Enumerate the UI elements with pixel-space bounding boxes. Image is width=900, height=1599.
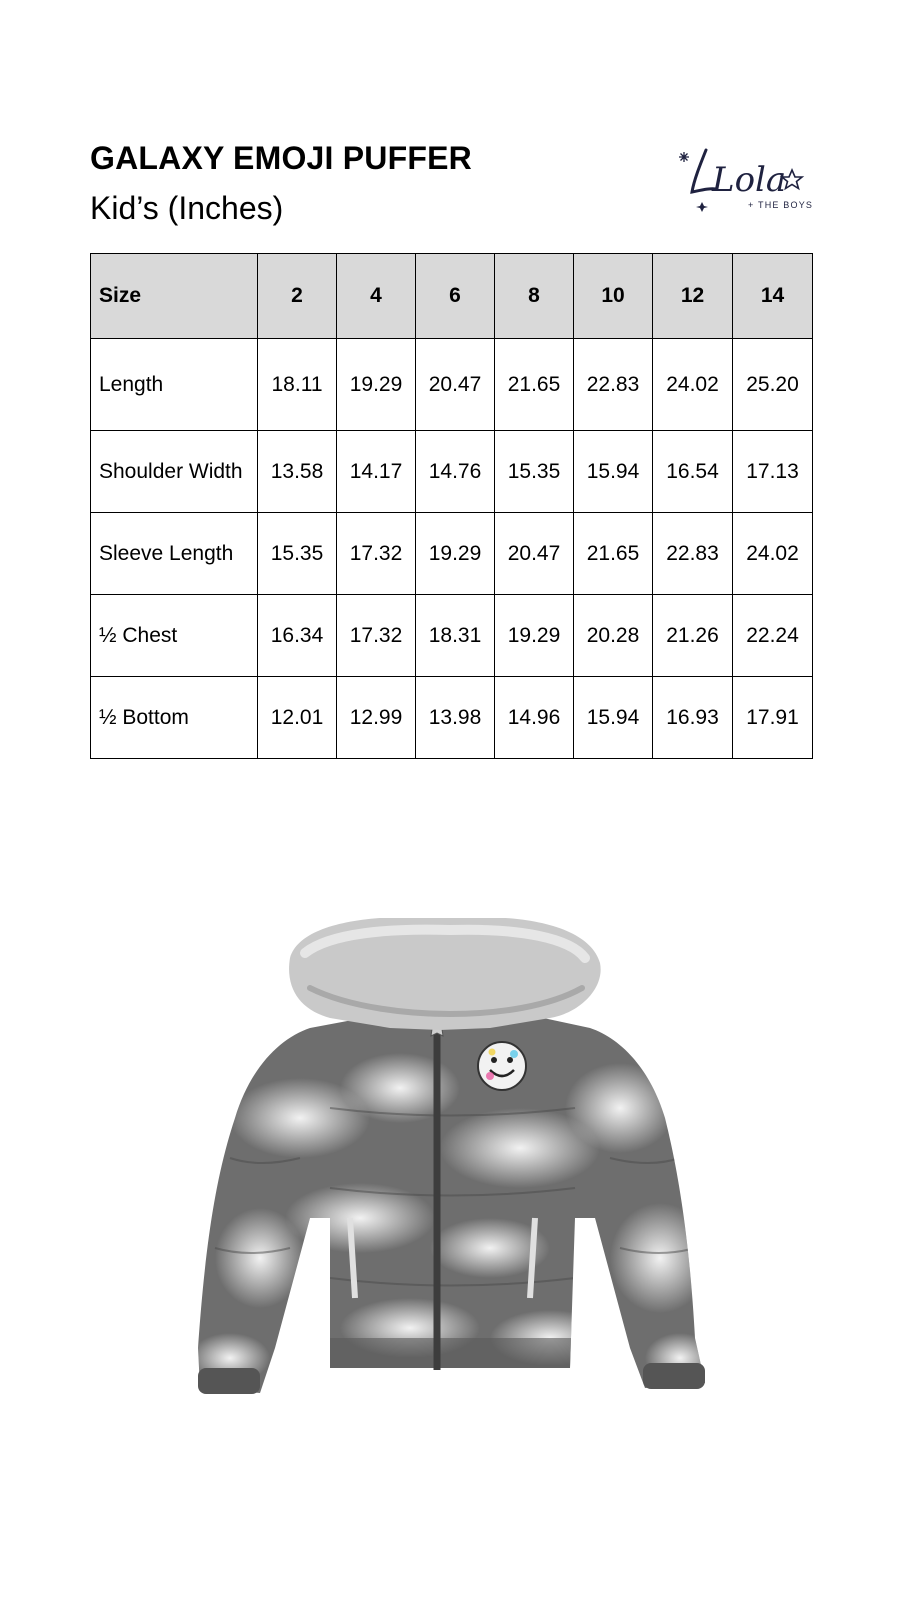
header-size-cell: 12 [653, 254, 733, 339]
table-cell: 12.99 [337, 677, 416, 759]
row-label: Sleeve Length [91, 513, 258, 595]
brand-logo [676, 140, 816, 230]
table-cell: 21.26 [653, 595, 733, 677]
table-row [91, 595, 813, 677]
header-size-cell: 4 [337, 254, 416, 339]
table-cell: 15.35 [495, 431, 574, 513]
product-title: GALAXY EMOJI PUFFER [90, 140, 472, 176]
product-subtitle: Kid’s (Inches) [90, 190, 284, 226]
table-header-row [91, 254, 813, 339]
table-cell: 22.83 [574, 339, 653, 431]
table-cell: 20.47 [416, 339, 495, 431]
table-cell: 18.11 [258, 339, 337, 431]
table-cell: 14.76 [416, 431, 495, 513]
table-cell: 15.35 [258, 513, 337, 595]
table-cell: 24.02 [653, 339, 733, 431]
header-size-cell: 8 [495, 254, 574, 339]
logo-wordmark: Lola [712, 160, 787, 200]
table-cell: 14.96 [495, 677, 574, 759]
table-cell: 22.24 [733, 595, 813, 677]
header-size-label: Size [91, 254, 258, 339]
logo-tagline: + THE BOYS [748, 200, 814, 210]
table-cell: 25.20 [733, 339, 813, 431]
table-cell: 15.94 [574, 677, 653, 759]
table-cell: 18.31 [416, 595, 495, 677]
table-cell: 20.47 [495, 513, 574, 595]
table-cell: 24.02 [733, 513, 813, 595]
table-cell: 17.91 [733, 677, 813, 759]
table-cell: 21.65 [495, 339, 574, 431]
table-cell: 12.01 [258, 677, 337, 759]
row-label: Shoulder Width [91, 431, 258, 513]
table-row [91, 431, 813, 513]
table-cell: 16.54 [653, 431, 733, 513]
header-size-cell: 14 [733, 254, 813, 339]
table-cell: 17.32 [337, 595, 416, 677]
table-cell: 13.58 [258, 431, 337, 513]
table-cell: 14.17 [337, 431, 416, 513]
table-cell: 16.93 [653, 677, 733, 759]
row-label: Length [91, 339, 258, 431]
table-cell: 21.65 [574, 513, 653, 595]
table-cell: 20.28 [574, 595, 653, 677]
table-row [91, 339, 813, 431]
header-size-cell: 10 [574, 254, 653, 339]
table-cell: 15.94 [574, 431, 653, 513]
table-cell: 17.32 [337, 513, 416, 595]
table-cell: 22.83 [653, 513, 733, 595]
table-cell: 19.29 [416, 513, 495, 595]
table-row [91, 677, 813, 759]
table-cell: 19.29 [337, 339, 416, 431]
table-row [91, 513, 813, 595]
table-cell: 13.98 [416, 677, 495, 759]
row-label: ½ Chest [91, 595, 258, 677]
size-chart-table [90, 253, 813, 759]
table-cell: 16.34 [258, 595, 337, 677]
product-image [190, 918, 720, 1428]
table-cell: 17.13 [733, 431, 813, 513]
header-size-cell: 2 [258, 254, 337, 339]
lola-logo-icon [676, 140, 816, 230]
table-cell: 19.29 [495, 595, 574, 677]
row-label: ½ Bottom [91, 677, 258, 759]
puffer-jacket-icon [190, 918, 720, 1428]
header-size-cell: 6 [416, 254, 495, 339]
